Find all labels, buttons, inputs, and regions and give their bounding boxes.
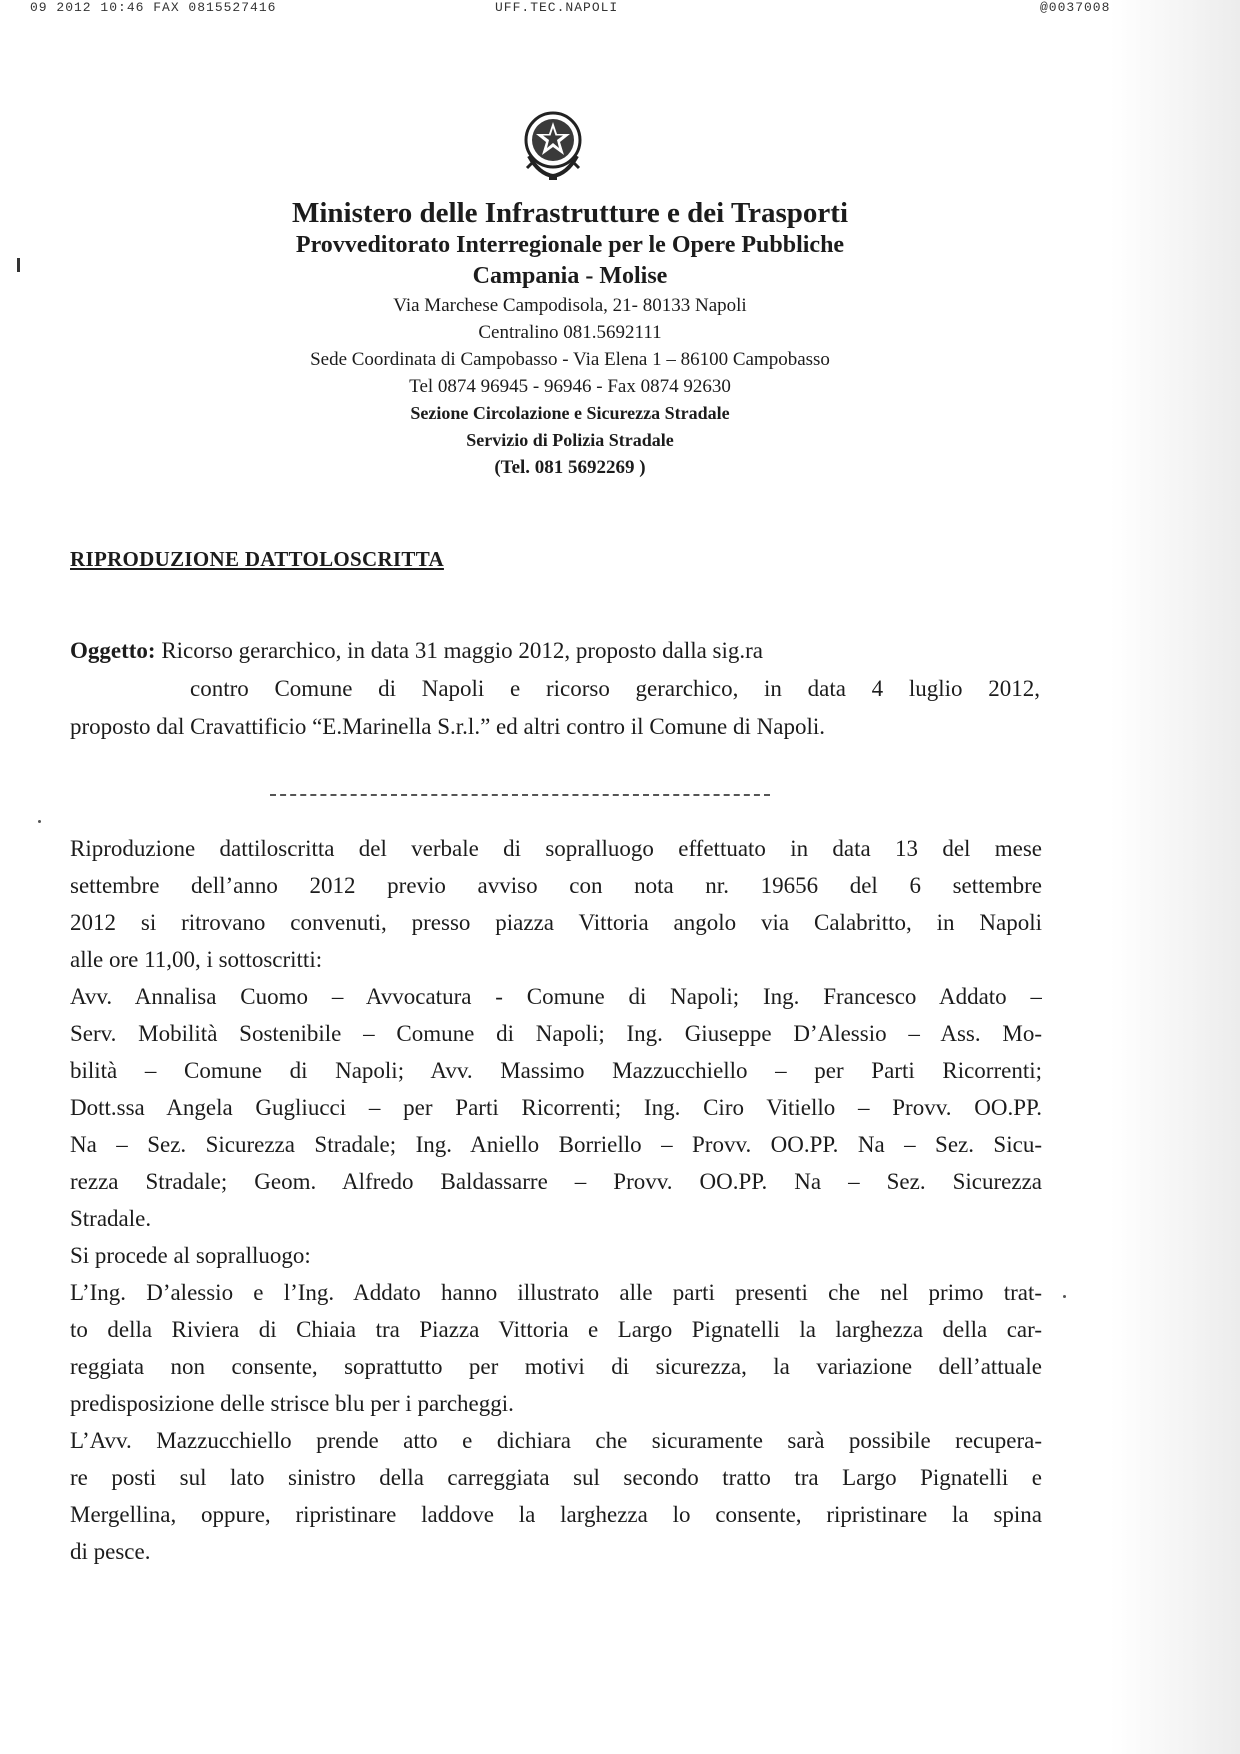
body-line: di pesce. [70, 1539, 151, 1564]
body-line: Mergellina, oppure, ripristinare laddove la larghezza lo consente, ripristinare la spina [70, 1502, 1042, 1527]
body-line: Avv. Annalisa Cuomo – Avvocatura - Comune di Napoli; Ing. Francesco Addato – [70, 984, 1042, 1009]
italian-republic-emblem-icon [521, 104, 585, 184]
body-line: 2012 si ritrovano convenuti, presso piazza Vittoria angolo via Calabritto, in Napoli [70, 910, 1042, 935]
fax-header-right: @0037008 [1040, 0, 1111, 15]
body-line: Serv. Mobilità Sostenibile – Comune di Napoli; Ing. Giuseppe D’Alessio – Ass. Mo- [70, 1021, 1042, 1046]
scan-speck [1063, 1295, 1066, 1298]
subject-line [70, 632, 1040, 670]
body-line: predisposizione delle strisce blu per i parcheggi. [70, 1391, 514, 1416]
body-line: re posti sul lato sinistro della carreggiata sul secondo tratto tra Largo Pignatelli e [70, 1465, 1042, 1490]
report-body [70, 830, 1042, 1570]
body-line: rezza Stradale; Geom. Alfredo Baldassarre – Provv. OO.PP. Na – Sez. Sicurezza [70, 1169, 1042, 1194]
fax-header [30, 0, 1111, 16]
body-line: L’Avv. Mazzucchiello prende atto e dichiara che sicuramente sarà possibile recupera- [70, 1428, 1042, 1453]
letterhead [150, 196, 990, 482]
branch-address: Sede Coordinata di Campobasso - Via Elena 1 – 86100 Campobasso [310, 349, 830, 370]
document-title: RIPRODUZIONE DATTOLOSCRITTA [70, 547, 444, 571]
body-line: alle ore 11,00, i sottoscritti: [70, 947, 323, 972]
switchboard-number: Centralino 081.5692111 [478, 322, 662, 343]
emblem-graphic [521, 104, 585, 184]
ministry-name: Ministero delle Infrastrutture e dei Trasporti [291, 197, 849, 229]
body-line: Stradale. [70, 1206, 152, 1231]
office-address: Via Marchese Campodisola, 21- 80133 Napoli [393, 295, 747, 316]
body-line: L’Ing. D’alessio e l’Ing. Addato hanno illustrato alle parti presenti che nel primo trat- [70, 1280, 1042, 1305]
dashed-separator [270, 794, 770, 796]
body-line: bilità – Comune di Napoli; Avv. Massimo Mazzucchiello – per Parti Ricorrenti; [70, 1058, 1042, 1083]
fax-header-left: 09 2012 10:46 FAX 0815527416 [30, 0, 277, 15]
scan-speck [38, 820, 41, 823]
body-line: Na – Sez. Sicurezza Stradale; Ing. Aniello Borriello – Provv. OO.PP. Na – Sez. Sicu- [70, 1132, 1042, 1157]
subject-line: contro Comune di Napoli e ricorso gerarchico, in data 4 luglio 2012, [190, 676, 1040, 701]
region-name: Campania - Molise [472, 263, 668, 289]
subject-label: Oggetto: [70, 638, 156, 663]
body-line: settembre dell’anno 2012 previo avviso con nota nr. 19656 del 6 settembre [70, 873, 1042, 898]
body-line: Dott.ssa Angela Gugliucci – per Parti Ricorrenti; Ing. Ciro Vitiello – Provv. OO.PP. [70, 1095, 1042, 1120]
office-name: Provveditorato Interregionale per le Opere Pubbliche [295, 232, 845, 258]
service-name: Servizio di Polizia Stradale [466, 430, 674, 450]
body-line: Riproduzione dattiloscritta del verbale di sopralluogo effettuato in data 13 del mese [70, 836, 1042, 861]
subject-block [70, 632, 1040, 746]
service-phone: (Tel. 081 5692269 ) [494, 457, 646, 478]
body-line: to della Riviera di Chiaia tra Piazza Vittoria e Largo Pignatelli la larghezza della car- [70, 1317, 1042, 1342]
body-line: reggiata non consente, soprattutto per motivi di sicurezza, la variazione dell’attuale [70, 1354, 1042, 1379]
body-line: Si procede al sopralluogo: [70, 1243, 311, 1268]
subject-text: Ricorso gerarchico, in data 31 maggio 2012, proposto dalla sig.ra [155, 638, 764, 663]
fax-header-middle: UFF.TEC.NAPOLI [495, 0, 619, 15]
section-name: Sezione Circolazione e Sicurezza Stradale [410, 403, 730, 423]
subject-line: proposto dal Cravattificio “E.Marinella S.r.l.” ed altri contro il Comune di Napoli. [70, 714, 825, 739]
scan-shadow [1110, 0, 1240, 1754]
margin-mark [17, 258, 20, 272]
branch-phone: Tel 0874 96945 - 96946 - Fax 0874 92630 [409, 376, 731, 397]
